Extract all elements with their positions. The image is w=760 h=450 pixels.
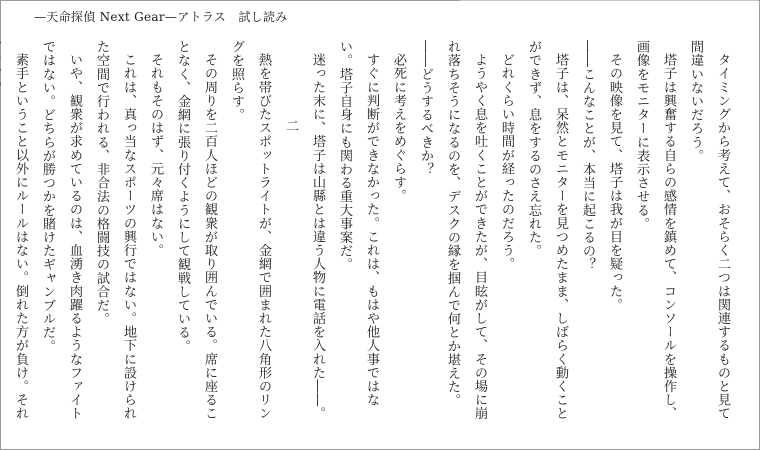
paragraph: 素手ということ以外にルールはない。倒れた方が負け。それ	[13, 53, 28, 421]
paragraph: その映像を見て、塔子は我が目を疑った。	[607, 53, 622, 312]
paragraph: 迷った末に、塔子は山縣とは違う人物に電話を入れた――。	[310, 53, 325, 421]
paragraph: 塔子は興奮する自らの感情を鎮めて、コンソールを操作し、画像をモニターに表示させる。	[634, 40, 676, 421]
section-number: 二	[283, 119, 298, 133]
paragraph: 熱を帯びたスポットライトが、金網で囲まれた八角形のリングを照らす。	[229, 40, 271, 421]
paragraph: その周りを二百人ほどの観衆が取り囲んでいる。席に座ることなく、金網に張り付くようにして観戦している。	[175, 40, 217, 421]
running-header: —天命探偵 Next Gear—アトラス 試し読み	[34, 10, 288, 24]
top-divider	[460, 0, 758, 1]
paragraph: どれくらい時間が経ったのだろう。	[499, 53, 514, 271]
paragraph: すぐに判断ができなかった。これは、もはや他人事ではない。塔子自身にも関わる重大事案だ。	[337, 40, 379, 407]
paragraph: ――こんなことが、本当に起こるの？	[580, 40, 595, 272]
paragraph: これは、真っ当なスポーツの興行ではない。地下に設けられた空間で行われる、非合法の格闘技の試合だ。	[94, 40, 136, 421]
paragraph: それもそのはず、元々席はない。	[148, 53, 163, 258]
paragraph: ようやく息を吐くことができたが、目眩がして、その場に崩れ落ちそうになるのを、デスクの縁を掴んで何とか堪えた。	[445, 40, 487, 421]
paragraph: ――どうするべきか？	[418, 40, 433, 176]
paragraph: タイミングから考えて、おそらく二つは関連するものと見て間違いないだろう。	[688, 40, 730, 421]
paragraph: いや、観衆が求めているのは、血湧き肉躍るようなファイトではない。どちらが勝つかを賭けたギャンブルだ。	[40, 40, 82, 421]
body-text	[0, 40, 736, 432]
paragraph: 塔子は、呆然とモニターを見つめたまま、しばらく動くことができず、息をするのさえ忘れた。	[526, 40, 568, 421]
paragraph: 必死に考えをめぐらす。	[391, 53, 406, 203]
